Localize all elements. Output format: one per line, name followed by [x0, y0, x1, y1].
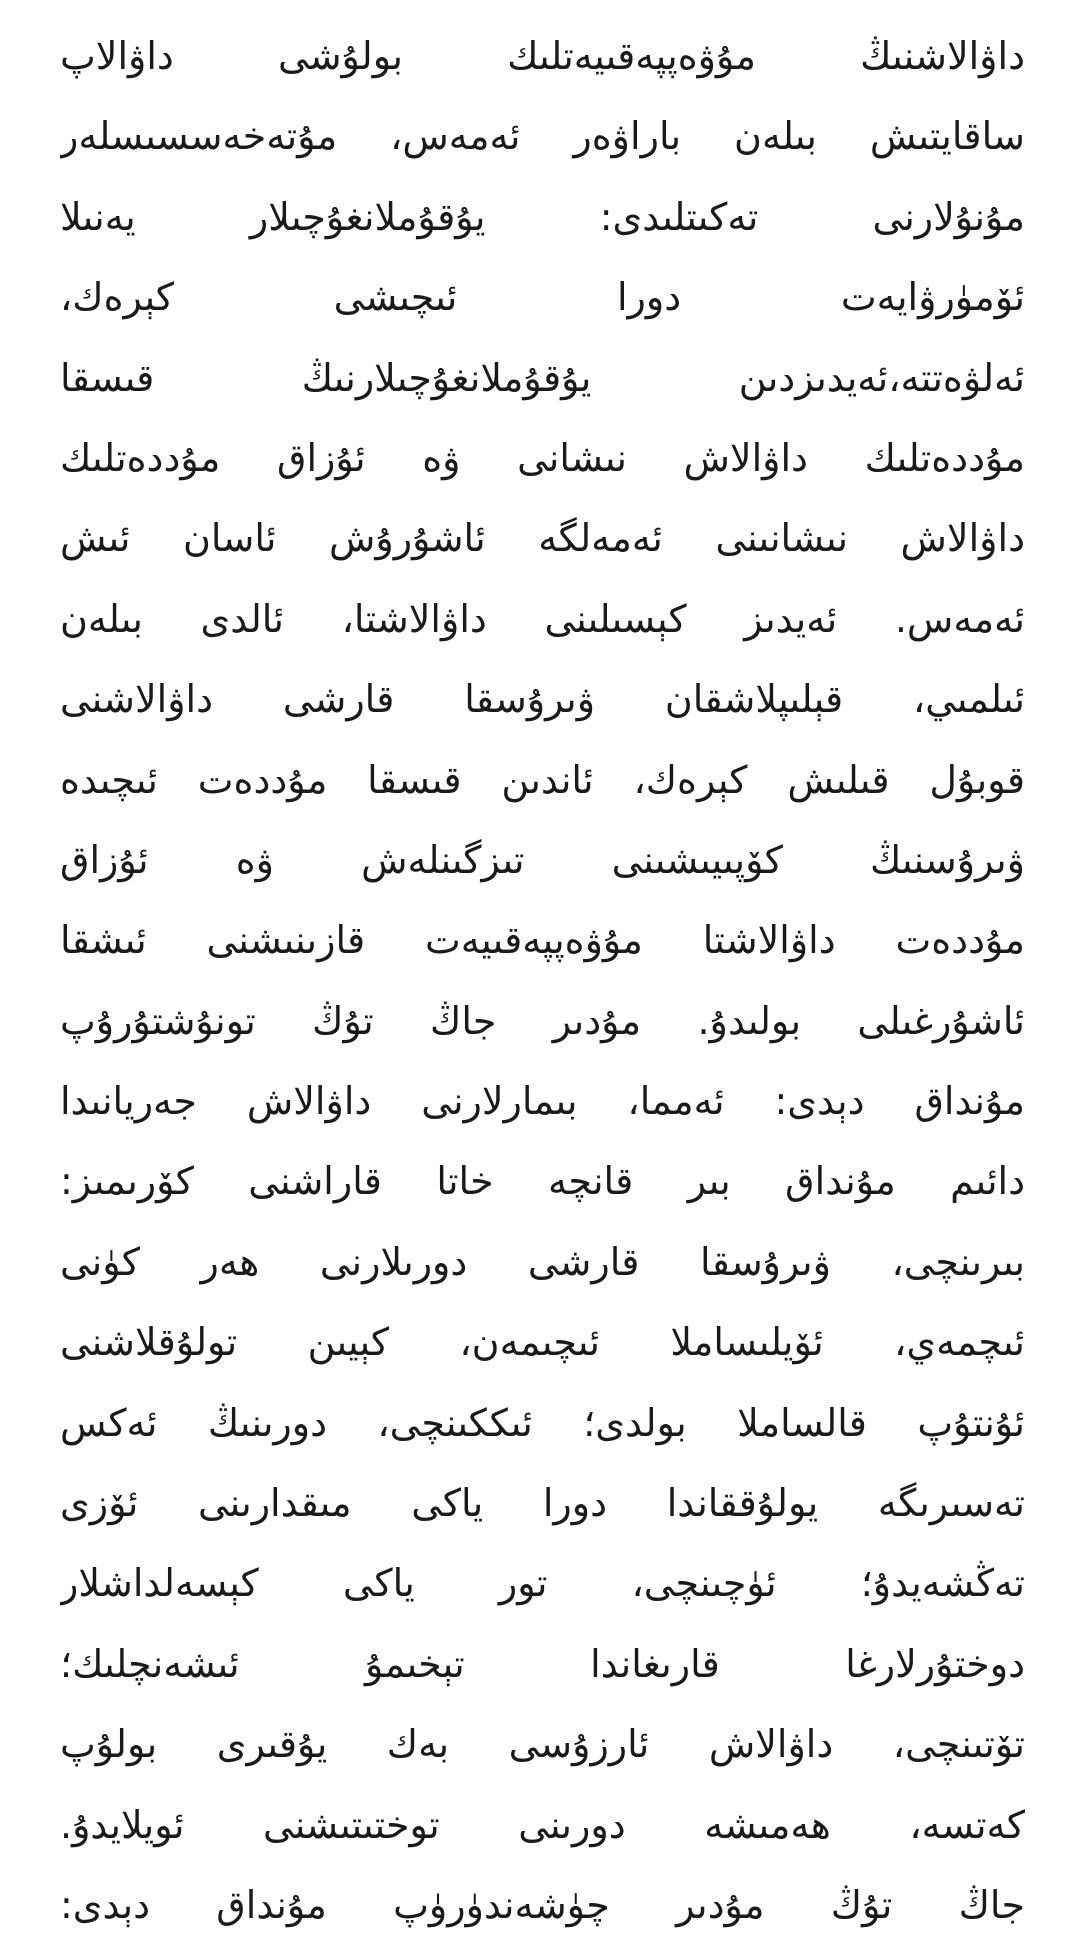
text-line: ئەمەس. ئەيدىز كېسىلىنى داۋالاشتا، ئالدى بىلەن	[60, 596, 1025, 641]
text-line: كەتسە، ھەمىشە دورىنى توختىتىشنى ئويلايدۇ.	[60, 1802, 1025, 1847]
text-line: ئىلمىي، قېلىپلاشقان ۋىرۇسقا قارشى داۋالاشنى	[60, 677, 1025, 722]
text-line: دائىم مۇنداق بىر قانچە خاتا قاراشنى كۆرىمىز:	[60, 1159, 1025, 1204]
text-line: ئۇنتۇپ قالساملا بولدى؛ ئىككىنچى، دورىنىڭ ئەكس	[60, 1400, 1025, 1445]
text-line: تەڭشەيدۇ؛ ئۈچىنچى، تور ياكى كېسەلداشلار	[60, 1561, 1025, 1606]
text-line: ئىچمەي، ئۆيلىساملا ئىچىمەن، كېيىن تولۇقلاشنى	[60, 1320, 1025, 1365]
text-line: مۇنداق دېدى: ئەمما، بىمارلارنى داۋالاش جەريانىدا	[60, 1079, 1025, 1124]
text-line: مۇددەت داۋالاشتا مۇۋەپپەقىيەت قازىنىشنى ئىشقا	[60, 918, 1025, 963]
text-line: داۋالاشنىڭ مۇۋەپپەقىيەتلىك بولۇشى داۋالاپ	[60, 34, 1025, 78]
text-line: قوبۇل قىلىش كېرەك، ئاندىن قىسقا مۇددەت ئىچىدە	[60, 757, 1025, 802]
text-line: تۆتىنچى، داۋالاش ئارزۇسى بەك يۇقىرى بولۇپ	[60, 1722, 1025, 1767]
text-line: بىرىنچى، ۋىرۇسقا قارشى دورىلارنى ھەر كۈنى	[60, 1239, 1025, 1284]
text-line: ئۆمۈرۋايەت دورا ئىچىشى كېرەك،	[60, 275, 1025, 320]
text-line: دوختۇرلارغا قارىغاندا تېخىمۇ ئىشەنچلىك؛	[60, 1641, 1025, 1686]
text-line: داۋالاش نىشانىنى ئەمەلگە ئاشۇرۇش ئاسان ئىش	[60, 516, 1025, 561]
text-line: مۇنۇلارنى تەكىتلىدى: يۇقۇملانغۇچىلار يەنىلا	[60, 194, 1025, 239]
text-line: ئەلۋەتتە،ئەيدىزدىن يۇقۇملانغۇچىلارنىڭ قىسقا	[60, 355, 1025, 400]
text-line: ئاشۇرغىلى بولىدۇ. مۇدىر جاڭ تۇڭ تونۇشتۇرۇپ	[60, 998, 1025, 1043]
text-line: مۇددەتلىك داۋالاش نىشانى ۋە ئۇزاق مۇددەتلىك	[60, 435, 1025, 480]
text-line: ۋىرۇسنىڭ كۆپىيىشىنى تىزگىنلەش ۋە ئۇزاق	[60, 837, 1025, 882]
article-body	[60, 0, 1025, 1945]
text-line: جاڭ تۇڭ مۇدىر چۈشەندۈرۈپ مۇنداق دېدى:	[60, 1882, 1025, 1927]
text-line: ساقايتىش بىلەن باراۋەر ئەمەس، مۇتەخەسسىسلەر	[60, 114, 1025, 159]
text-line: تەسىرىگە يولۇققاندا دورا ياكى مىقدارىنى ئۆزى	[60, 1481, 1025, 1526]
